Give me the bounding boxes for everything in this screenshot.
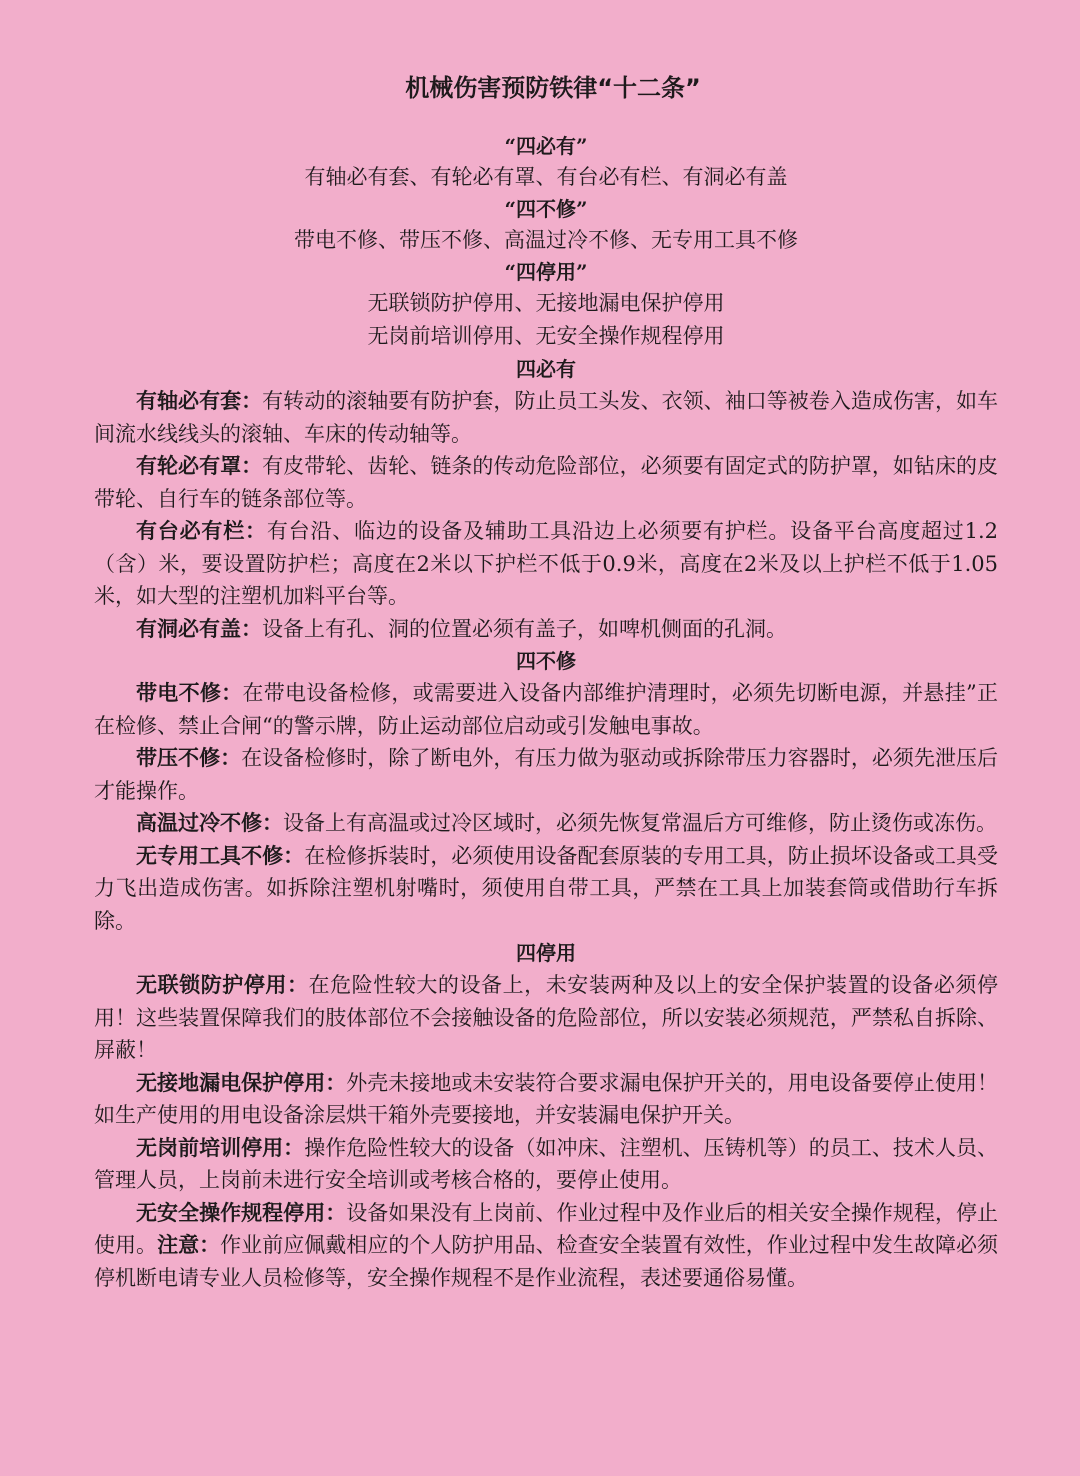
section-four-stops — [94, 937, 998, 1294]
rule-term: 有洞必有盖： — [136, 616, 262, 641]
section-heading: 四必有 — [516, 357, 576, 381]
summary-block — [94, 131, 998, 353]
summary-group — [94, 194, 998, 257]
note-text: 作业前应佩戴相应的个人防护用品、检查安全装置有效性，作业过程中发生故障必须停机断电请专业人员检修等，安全操作规程不是作业流程，表述要通俗易懂。 — [94, 1233, 999, 1290]
rule-item — [94, 1132, 998, 1197]
rule-term: 带压不修： — [136, 746, 242, 770]
rule-term: 无岗前培训停用： — [136, 1135, 305, 1160]
rule-item — [94, 807, 998, 840]
rule-item — [94, 515, 998, 613]
rule-text: 设备上有高温或过冷区域时，必须先恢复常温后方可维修，防止烫伤或冻伤。 — [283, 811, 997, 835]
rule-text: 在危险性较大的设备上，未安装两种及以上的安全保护装置的设备必须停用！这些装置保障我们的肢体部位不会接触设备的危险部位，所以安装必须规范，严禁私自拆除、屏蔽！ — [94, 973, 998, 1062]
rule-text: 有转动的滚轴要有防护套，防止员工头发、衣领、袖口等被卷入造成伤害，如车间流水线线头的滚轴、车床的传动轴等。 — [94, 389, 999, 446]
summary-heading: “四不修” — [504, 197, 588, 221]
rule-term: 无联锁防护停用： — [136, 973, 309, 997]
section-heading: 四不修 — [516, 649, 576, 673]
rule-item — [94, 613, 998, 646]
rule-item — [94, 385, 998, 450]
summary-line: 无岗前培训停用、无安全操作规程停用 — [367, 324, 725, 348]
rule-text: 设备如果没有上岗前、作业过程中及作业后的相关安全操作规程，停止使用。 — [94, 1200, 998, 1257]
rule-text: 有皮带轮、齿轮、链条的传动危险部位，必须要有固定式的防护罩，如钻床的皮带轮、自行车的链条部位等。 — [94, 454, 999, 511]
summary-line: 带电不修、带压不修、高温过冷不修、无专用工具不修 — [294, 228, 798, 252]
rule-text: 操作危险性较大的设备（如冲床、注塑机、压铸机等）的员工、技术人员、管理人员，上岗前未进行安全培训或考核合格的，要停止使用。 — [94, 1135, 999, 1192]
rule-term: 无安全操作规程停用： — [136, 1200, 347, 1225]
rule-text: 在检修拆装时，必须使用设备配套原装的专用工具，防止损坏设备或工具受力飞出造成伤害。如拆除注塑机射嘴时，须使用自带工具，严禁在工具上加装套筒或借助行车拆除。 — [94, 843, 999, 933]
rule-text: 在设备检修时，除了断电外，有压力做为驱动或拆除带压力容器时，必须先泄压后才能操作。 — [94, 746, 998, 803]
summary-group — [94, 257, 998, 353]
rule-term: 带电不修： — [136, 681, 243, 705]
rule-item — [94, 450, 998, 515]
rule-term: 有台必有栏： — [136, 519, 267, 543]
summary-line: 无联锁防护停用、无接地漏电保护停用 — [367, 291, 725, 315]
rule-text: 外壳未接地或未安装符合要求漏电保护开关的，用电设备要停止使用！如生产使用的用电设备涂层烘干箱外壳要接地，并安装漏电保护开关。 — [94, 1070, 998, 1127]
summary-heading: “四停用” — [504, 260, 588, 284]
rule-item — [94, 840, 998, 938]
rule-term: 有轴必有套： — [136, 389, 263, 413]
rule-item — [94, 677, 998, 742]
rule-term: 有轮必有罩： — [136, 454, 263, 478]
section-four-no-repairs — [94, 645, 998, 937]
rule-term: 无接地漏电保护停用： — [136, 1070, 347, 1095]
rule-text: 设备上有孔、洞的位置必须有盖子，如啤机侧面的孔洞。 — [262, 616, 787, 641]
rule-item — [94, 742, 998, 807]
rule-term: 高温过冷不修： — [136, 811, 283, 835]
rule-item — [94, 1197, 998, 1295]
rule-item — [94, 1067, 998, 1132]
summary-line: 有轴必有套、有轮必有罩、有台必有栏、有洞必有盖 — [304, 165, 788, 189]
summary-heading: “四必有” — [504, 134, 588, 158]
rule-item — [94, 969, 998, 1067]
note-label: 注意： — [157, 1233, 221, 1257]
section-heading: 四停用 — [516, 941, 576, 965]
rule-text: 有台沿、临边的设备及辅助工具沿边上必须要有护栏。设备平台高度超过1.2（含）米，要设置防护栏；高度在2米以下护栏不低于0.9米，高度在2米及以上护栏不低于1.05米，如大型的注塑机加料平台等。 — [94, 519, 999, 608]
document-title: 机械伤害预防铁律“十二条” — [405, 74, 701, 102]
rule-text: 在带电设备检修，或需要进入设备内部维护清理时，必须先切断电源，并悬挂”正在检修、禁止合闸“的警示牌，防止运动部位启动或引发触电事故。 — [94, 681, 999, 738]
rule-term: 无专用工具不修： — [136, 843, 305, 868]
summary-group — [94, 131, 998, 194]
section-four-musts — [94, 353, 998, 645]
